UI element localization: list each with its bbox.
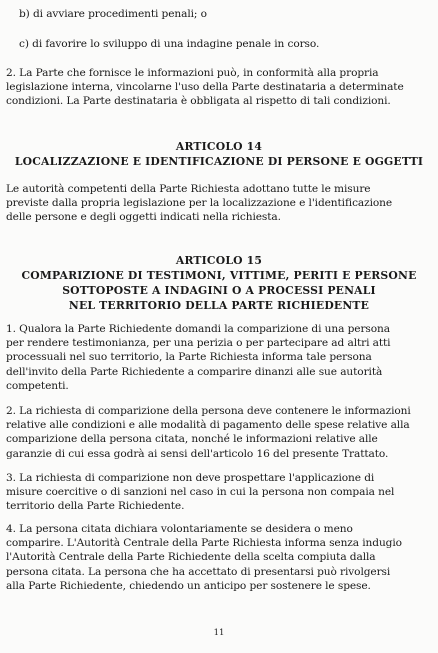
paragraph-2-line: legislazione interna, vincolarne l'uso della Parte destinataria a determinate bbox=[6, 81, 404, 94]
paragraph-2-line: condizioni. La Parte destinataria è obbligata al rispetto di tali condizioni. bbox=[6, 95, 391, 108]
item-b: b) di avviare procedimenti penali; o bbox=[19, 8, 207, 20]
article-15-paragraph-1 bbox=[6, 322, 426, 393]
paragraph-2 bbox=[6, 66, 414, 109]
paragraph-line: persona citata. La persona che ha accettato di presentarsi può rivolgersi bbox=[6, 565, 391, 578]
article-14-title: ARTICOLO 14 bbox=[175, 140, 263, 153]
article-15-subtitle-line: COMPARIZIONE DI TESTIMONI, VITTIME, PERITI E PERSONE bbox=[21, 269, 417, 282]
paragraph-line: 1. Qualora la Parte Richiedente domandi la comparizione di una persona bbox=[6, 323, 390, 335]
article-14-line: Le autorità competenti della Parte Richiesta adottano tutte le misure bbox=[6, 183, 371, 195]
paragraph-line: per rendere testimonianza, per una perizia o per partecipare ad altri atti bbox=[6, 337, 391, 350]
article-14-subtitle: LOCALIZZAZIONE E IDENTIFICAZIONE DI PERSONE E OGGETTI bbox=[14, 155, 424, 168]
article-14-line: delle persone e degli oggetti indicati nella richiesta. bbox=[6, 211, 281, 224]
paragraph-line: comparire. L'Autorità Centrale della Parte Richiesta informa senza indugio bbox=[6, 537, 402, 550]
article-15-paragraph-4 bbox=[6, 522, 431, 593]
paragraph-line: dell'invito della Parte Richiedente a comparire dinanzi alle sue autorità bbox=[6, 365, 383, 378]
article-15-subtitle-line: NEL TERRITORIO DELLA PARTE RICHIEDENTE bbox=[68, 299, 370, 312]
item-c: c) di favorire lo sviluppo di una indagine penale in corso. bbox=[19, 38, 320, 50]
article-14-text bbox=[6, 182, 414, 225]
paragraph-line: alla Parte Richiedente, chiedendo un anticipo per sostenere le spese. bbox=[6, 579, 371, 592]
paragraph-line: misure coercitive o di sanzioni nel caso in cui la persona non compaia nel bbox=[6, 486, 395, 499]
article-14-line: previste dalla propria legislazione per la localizzazione e l'identificazione bbox=[6, 197, 393, 210]
page-number: 11 bbox=[213, 628, 225, 638]
paragraph-line: l'Autorità Centrale della Parte Richiedente della scelta compiuta dalla bbox=[6, 551, 376, 564]
paragraph-line: garanzie di cui essa godrà ai sensi dell'articolo 16 del presente Trattato. bbox=[6, 447, 389, 460]
article-15-subtitle-line: SOTTOPOSTE A INDAGINI O A PROCESSI PENALI bbox=[62, 284, 376, 297]
paragraph-line: processuali nel suo territorio, la Parte Richiesta informa tale persona bbox=[6, 351, 372, 364]
article-15-paragraph-2 bbox=[6, 404, 431, 461]
paragraph-line: territorio della Parte Richiedente. bbox=[6, 500, 185, 513]
paragraph-line: 4. La persona citata dichiara volontariamente se desidera o meno bbox=[6, 523, 353, 535]
article-15-paragraph-3 bbox=[6, 471, 431, 514]
paragraph-line: competenti. bbox=[6, 379, 69, 392]
article-15-title: ARTICOLO 15 bbox=[175, 254, 263, 267]
paragraph-line: 3. La richiesta di comparizione non deve prospettare l'applicazione di bbox=[6, 472, 375, 484]
paragraph-line: relative alle condizioni e alle modalità di pagamento delle spese relative alla bbox=[6, 419, 410, 432]
paragraph-2-line: 2. La Parte che fornisce le informazioni può, in conformità alla propria bbox=[6, 67, 379, 79]
paragraph-line: 2. La richiesta di comparizione della persona deve contenere le informazioni bbox=[6, 405, 411, 417]
paragraph-line: comparizione della persona citata, nonché le informazioni relative alle bbox=[6, 433, 378, 446]
